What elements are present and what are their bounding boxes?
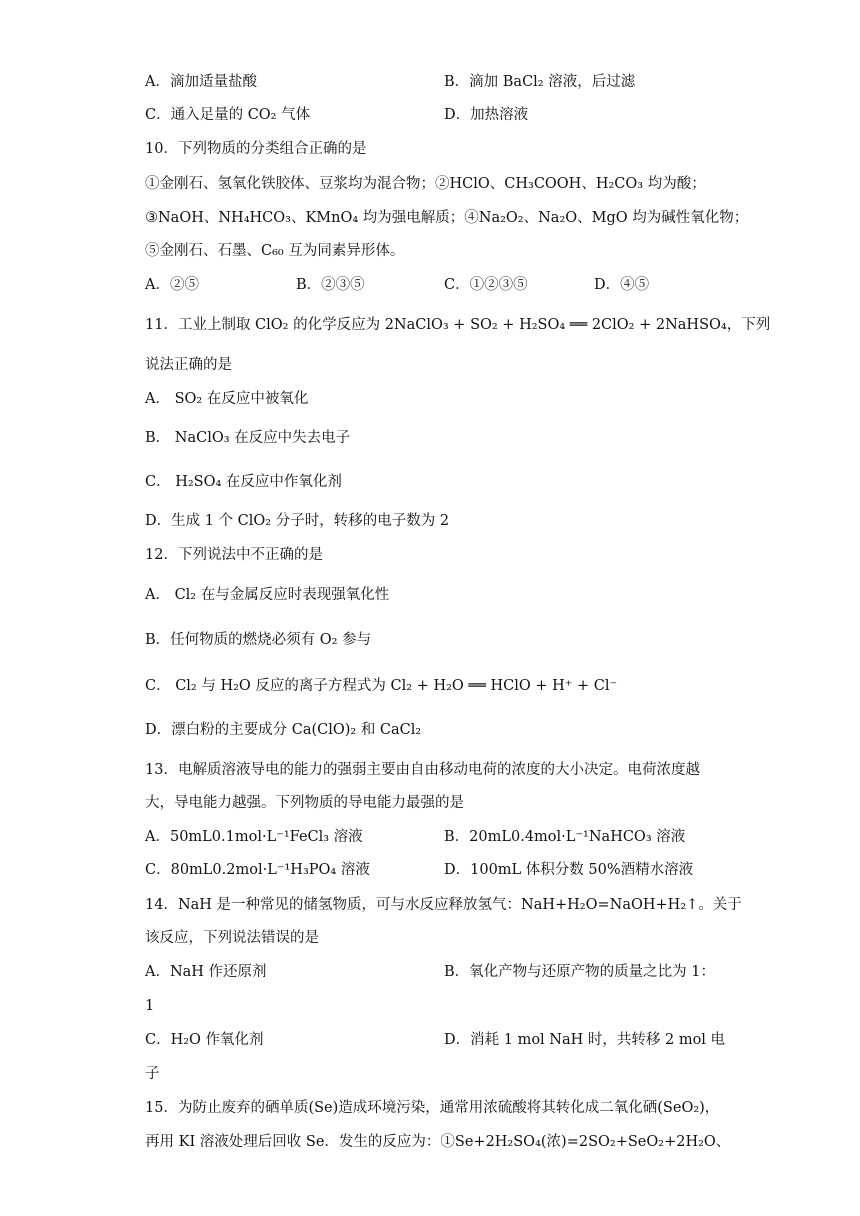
q10-option-b: B．②③⑤ bbox=[296, 277, 365, 293]
q12-option-a: A． Cl₂ 在与金属反应时表现强氧化性 bbox=[145, 587, 390, 603]
q10-line-1: ①金刚石、氢氧化铁胶体、豆浆均为混合物；②HClO、CH₃COOH、H₂CO₃ 均为酸； bbox=[145, 176, 706, 192]
q14-option-b-cont: 1 bbox=[145, 998, 155, 1014]
q9-option-c: C．通入足量的 CO₂ 气体 bbox=[145, 107, 311, 123]
q11-option-d: D．生成 1 个 ClO₂ 分子时，转移的电子数为 2 bbox=[145, 513, 450, 529]
q14-stem-2: 该反应，下列说法错误的是 bbox=[145, 930, 319, 946]
q12-option-d: D．漂白粉的主要成分 Ca(ClO)₂ 和 CaCl₂ bbox=[145, 722, 422, 738]
q10-option-a: A．②⑤ bbox=[145, 277, 199, 293]
q10-line-3: ⑤金刚石、石墨、C₆₀ 互为同素异形体。 bbox=[145, 243, 405, 259]
q14-stem: 14．NaH 是一种常见的储氢物质，可与水反应释放氢气：NaH+H₂O=NaOH+H₂↑。关于 bbox=[145, 897, 742, 913]
q14-option-a: A．NaH 作还原剂 bbox=[145, 964, 267, 980]
q13-stem: 13．电解质溶液导电的能力的强弱主要由自由移动电荷的浓度的大小决定。电荷浓度越 bbox=[145, 762, 700, 778]
q11-option-a: A． SO₂ 在反应中被氧化 bbox=[145, 391, 309, 407]
q11-stem: 11．工业上制取 ClO₂ 的化学反应为 2NaClO₃ + SO₂ + H₂SO₄ ══ 2ClO₂ + 2NaHSO₄，下列 bbox=[145, 317, 771, 333]
q11-option-c: C． H₂SO₄ 在反应中作氧化剂 bbox=[145, 474, 342, 490]
q14-option-d-cont: 子 bbox=[145, 1066, 160, 1082]
q10-stem: 10．下列物质的分类组合正确的是 bbox=[145, 141, 367, 157]
q14-option-c: C．H₂O 作氧化剂 bbox=[145, 1032, 264, 1048]
q10-option-c: C．①②③⑤ bbox=[444, 277, 528, 293]
q9-option-b: B．滴加 BaCl₂ 溶液，后过滤 bbox=[444, 74, 636, 90]
q9-option-d: D．加热溶液 bbox=[444, 107, 529, 123]
q10-line-2: ③NaOH、NH₄HCO₃、KMnO₄ 均为强电解质；④Na₂O₂、Na₂O、MgO 均为碱性氧化物； bbox=[145, 210, 749, 226]
q12-option-b: B．任何物质的燃烧必须有 O₂ 参与 bbox=[145, 632, 372, 648]
q14-option-b: B．氧化产物与还原产物的质量之比为 1： bbox=[444, 964, 715, 980]
q15-stem: 15．为防止废弃的硒单质(Se)造成环境污染，通常用浓硫酸将其转化成二氧化硒(SeO₂)， bbox=[145, 1100, 720, 1116]
q11-option-b: B． NaClO₃ 在反应中失去电子 bbox=[145, 430, 351, 446]
q15-stem-2: 再用 KI 溶液处理后回收 Se．发生的反应为：①Se+2H₂SO₄(浓)=2SO₂+SeO₂+2H₂O、 bbox=[145, 1134, 731, 1150]
q13-stem-2: 大，导电能力越强。下列物质的导电能力最强的是 bbox=[145, 795, 464, 811]
q13-option-c: C．80mL0.2mol·L⁻¹H₃PO₄ 溶液 bbox=[145, 862, 370, 878]
q11-stem-2: 说法正确的是 bbox=[145, 357, 232, 373]
q9-option-a: A．滴加适量盐酸 bbox=[145, 74, 257, 90]
q10-option-d: D．④⑤ bbox=[594, 277, 650, 293]
q13-option-b: B．20mL0.4mol·L⁻¹NaHCO₃ 溶液 bbox=[444, 829, 686, 845]
q12-stem: 12．下列说法中不正确的是 bbox=[145, 547, 323, 563]
q13-option-d: D．100mL 体积分数 50%酒精水溶液 bbox=[444, 862, 694, 878]
q14-option-d: D．消耗 1 mol NaH 时，共转移 2 mol 电 bbox=[444, 1032, 726, 1048]
q12-option-c: C． Cl₂ 与 H₂O 反应的离子方程式为 Cl₂ + H₂O ══ HClO + H⁺ + Cl⁻ bbox=[145, 678, 618, 694]
q13-option-a: A．50mL0.1mol·L⁻¹FeCl₃ 溶液 bbox=[145, 829, 363, 845]
